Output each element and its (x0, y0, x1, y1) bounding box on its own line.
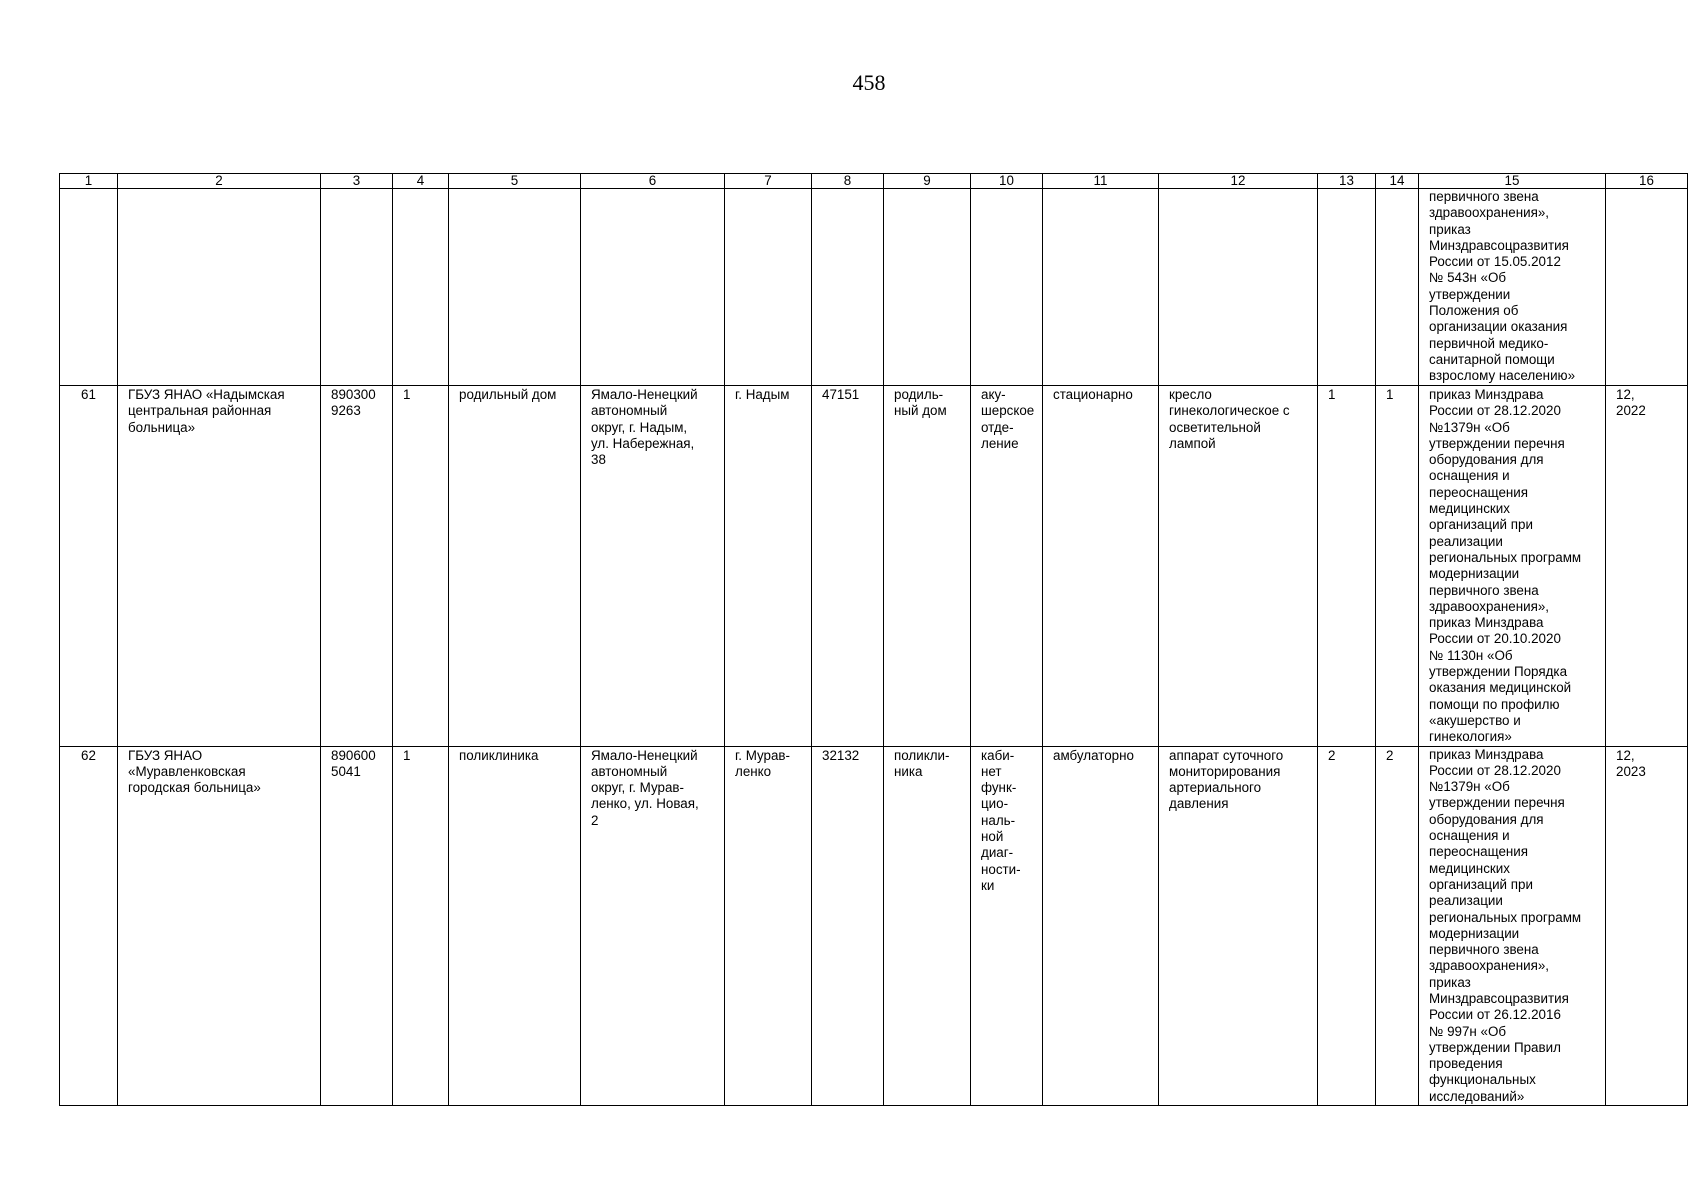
cell-value: 1 (403, 387, 411, 402)
column-number: 14 (1376, 174, 1419, 189)
address: Ямало-Ненецкий автономный округ, г. Мурав- ленко, ул. Новая, 2 (591, 747, 699, 828)
quantity: 2 (1328, 747, 1336, 763)
code-cell (321, 386, 393, 747)
regulation-text: первичного звена здравоохранения», приказ Минздравсоцразвития России от 15.05.2012 № 543н «Об утверждении Положения об организации оказания первичной медико- санитарной помощи взрослому населению» (1429, 189, 1576, 384)
column-number: 11 (1043, 174, 1159, 189)
column-number: 13 (1318, 174, 1376, 189)
table-cell (1376, 189, 1419, 386)
department-cell (971, 746, 1043, 1106)
care-mode: стационарно (1053, 387, 1133, 402)
organization-name: ГБУЗ ЯНАО «Надымская центральная районная больница» (128, 387, 285, 435)
table-cell (60, 189, 118, 386)
column-number: 8 (812, 174, 884, 189)
care-mode: амбулаторно (1053, 747, 1134, 763)
organization-cell (118, 746, 321, 1106)
table-cell (449, 189, 581, 386)
table-cell (884, 189, 971, 386)
column-number: 16 (1606, 174, 1688, 189)
column-number: 5 (449, 174, 581, 189)
cell-value: 32132 (822, 747, 860, 763)
table-cell (1318, 189, 1376, 386)
table-cell (884, 386, 971, 747)
column-number: 15 (1419, 174, 1606, 189)
row-number-cell (60, 386, 118, 747)
table-row (60, 746, 1688, 1106)
column-number: 10 (971, 174, 1043, 189)
column-number: 3 (321, 174, 393, 189)
table-cell (1043, 189, 1159, 386)
quantity-cell (1318, 386, 1376, 747)
column-number: 9 (884, 174, 971, 189)
table-row (60, 386, 1688, 747)
organization-code: 890300 9263 (331, 387, 376, 419)
table-cell (812, 189, 884, 386)
quantity-cell (1318, 746, 1376, 1106)
table-cell (581, 189, 725, 386)
city-cell (725, 746, 812, 1106)
table-cell (884, 746, 971, 1106)
department-cell (971, 386, 1043, 747)
row-number: 62 (81, 747, 96, 763)
table-cell (1606, 189, 1688, 386)
page-number: 458 (852, 70, 886, 95)
cell-value: поликли- ника (894, 747, 950, 779)
equipment-table (59, 173, 1688, 1106)
organization-name: ГБУЗ ЯНАО «Муравленковская городская больница» (128, 747, 261, 796)
cell-value: 47151 (822, 387, 860, 402)
quantity: 1 (1328, 387, 1336, 402)
column-number: 1 (60, 174, 118, 189)
date: 12, 2023 (1616, 747, 1646, 779)
facility-type: поликлиника (459, 747, 539, 763)
regulation-text: приказ Минздрава России от 28.12.2020 №1379н «Об утверждении перечня оборудования для оснащения и переоснащения медицинских организаций при реализации региональных программ модернизации первичного звена здравоохранения», приказ Минздрава России от 20.10.2020 № 1130н «Об утверждении Порядка оказания медицинской помощи по профилю «акушерство и гинекология» (1429, 387, 1582, 745)
address-cell (581, 746, 725, 1106)
table-cell (812, 746, 884, 1106)
date-cell (1606, 746, 1688, 1106)
table-cell (393, 746, 449, 1106)
regulation-text: приказ Минздрава России от 28.12.2020 №1379н «Об утверждении перечня оборудования для оснащения и переоснащения медицинских организаций при реализации региональных программ модернизации первичного звена здравоохранения», приказ Минздравсоцразвития России от 26.12.2016 № 997н «Об утверждении Правил проведения функциональных исследований» (1429, 746, 1582, 1104)
department: каби- нет функ- цио- наль- ной диаг- ности- ки (981, 747, 1021, 893)
regulation-cell (1419, 189, 1606, 386)
city: г. Надым (735, 387, 790, 402)
table-cell (971, 189, 1043, 386)
table-cell (393, 189, 449, 386)
regulation-cell (1419, 386, 1606, 747)
table-cell (812, 386, 884, 747)
address: Ямало-Ненецкий автономный округ, г. Надым, ул. Набережная, 38 (591, 387, 698, 468)
care-mode-cell (1043, 746, 1159, 1106)
table-cell (1159, 189, 1318, 386)
table-cell (393, 386, 449, 747)
date-cell (1606, 386, 1688, 747)
row-number-cell (60, 746, 118, 1106)
cell-value: родиль- ный дом (894, 387, 947, 419)
column-number: 12 (1159, 174, 1318, 189)
quantity: 1 (1386, 387, 1394, 402)
department: аку- шерское отде- ление (981, 387, 1035, 451)
equipment-name: кресло гинекологическое с осветительной лампой (1169, 387, 1290, 451)
facility-type-cell (449, 746, 581, 1106)
city-cell (725, 386, 812, 747)
equipment-name: аппарат суточного мониторирования артериального давления (1169, 747, 1284, 812)
column-number: 4 (393, 174, 449, 189)
column-number: 6 (581, 174, 725, 189)
facility-type: родильный дом (459, 387, 557, 402)
city: г. Мурав- ленко (735, 747, 791, 779)
regulation-cell (1419, 746, 1606, 1106)
code-cell (321, 746, 393, 1106)
column-number: 7 (725, 174, 812, 189)
care-mode-cell (1043, 386, 1159, 747)
equipment-cell (1159, 386, 1318, 747)
table-cell (725, 189, 812, 386)
column-number: 2 (118, 174, 321, 189)
organization-cell (118, 386, 321, 747)
quantity-cell (1376, 746, 1419, 1106)
facility-type-cell (449, 386, 581, 747)
table-cell (321, 189, 393, 386)
column-number-row (60, 174, 1688, 189)
quantity: 2 (1386, 747, 1394, 763)
address-cell (581, 386, 725, 747)
date: 12, 2022 (1616, 387, 1646, 419)
cell-value: 1 (403, 747, 411, 763)
row-number: 61 (81, 387, 96, 402)
organization-code: 890600 5041 (331, 747, 376, 779)
equipment-cell (1159, 746, 1318, 1106)
quantity-cell (1376, 386, 1419, 747)
table-cell (118, 189, 321, 386)
continuation-row (60, 189, 1688, 386)
